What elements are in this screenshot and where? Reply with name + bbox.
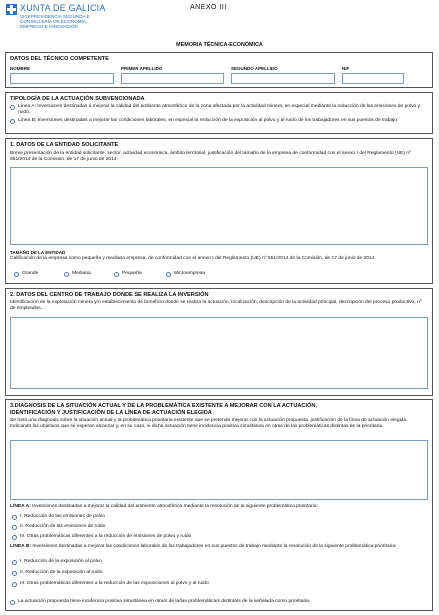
tecnico-section (5, 52, 433, 88)
brand-sub-line-1: VICEPRESIDENCIA SEGUNDA E (20, 14, 90, 19)
entidad-title: 1. DATOS DE LA ENTIDAD SOLICITANTE (10, 142, 119, 148)
centro-section (5, 288, 433, 396)
linea-a-radio[interactable] (10, 105, 15, 110)
nombre-label: NOMBRE (10, 66, 30, 71)
centro-textarea[interactable] (10, 317, 428, 389)
diagnosis-title-1: 3.DIAGNOSIS DE LA SITUACIÓN ACTUAL Y DE LA PROBLEMÁTICA EXISTENTE A MEJORAR CON LA ACTUACIÓN, (10, 403, 317, 409)
xunta-logo-icon (6, 4, 17, 15)
size-micro-radio[interactable] (166, 272, 171, 277)
linea-a-opt-2-label: II. Reducción de las emisiones de ruido (20, 524, 106, 529)
primer-apellido-label: PRIMER APELLIDO (121, 66, 163, 71)
linea-b-opt-1-label: I. Reducción de la exposición al polvo (20, 559, 102, 564)
document-title: MEMORIA TÉCNICA-ECONÓMICA (176, 42, 263, 48)
primer-apellido-field[interactable] (121, 73, 224, 84)
segundo-apellido-label: SEGUNDO APELLIDO (231, 66, 278, 71)
size-grande-label: Grande (22, 271, 39, 276)
diag-linea-b-text: LÍNEA B: Inversiones destinadas a mejorar las condiciones laborales de los trabajadores en sus puestos de trabajo mediante la resolución de la siguiente problemática prioritaria: (10, 544, 397, 549)
nif-field[interactable] (342, 73, 404, 84)
diagnosis-section (5, 399, 433, 611)
linea-a-opt-1-label: I. Reducción de las emisiones de polvo (20, 514, 105, 519)
tipologia-section (5, 92, 433, 134)
size-desc: Calificación de la empresa como pequeña y mediana empresa, de conformidad con el anexo I del Reglamento (UE) nº 651/2014 de la Comisión, de 17 de junio de 2014. (10, 256, 376, 261)
brand-name: XUNTA DE GALICIA (20, 3, 106, 13)
size-pequena-label: Pequeña (122, 271, 142, 276)
linea-b-opt-2-radio[interactable] (12, 571, 17, 576)
size-micro-label: Microempresa (174, 271, 205, 276)
size-pequena-radio[interactable] (114, 272, 119, 277)
linea-b-opt-2-label: II. Reducción de la exposición al ruido (20, 570, 103, 575)
entidad-textarea[interactable] (10, 167, 428, 245)
entidad-section (5, 138, 433, 284)
size-mediana-radio[interactable] (64, 272, 69, 277)
linea-b-opt-3-label: III. Otras problemáticas diferentes a la reducción de las exposiciones al polvo y al ruido (20, 581, 209, 586)
linea-b-opt-3-radio[interactable] (12, 582, 17, 587)
diag-linea-a-text: LÍNEA A: Inversiones destinadas a mejorar la calidad del ambiente atmosférico mediante la resolución de la siguiente problemática prioritaria: (10, 504, 318, 509)
diagnosis-desc: Se hará una diagnosis sobre la situación actual y la problemática prioritaria existente que se pretende mejorar con la actuación propuesta, justificación de la línea de actuación elegida. Indicando los objetivos que se esperan alcanzar y, en su caso, si dicha actuación tiene incidencia positiva simultánea en otras de las problemáticas distintas de la prioritaria. (10, 418, 408, 429)
brand-sub-line-2: CONSELLERÍA DE ECONOMÍA, (20, 19, 88, 24)
linea-a-text: Línea A: Inversiones destinadas a mejorar la calidad del ambiente atmosférico de la zona afectada por la actividad minera, en especial mediante la reducción de las emisiones de polvo y ruido. (18, 104, 421, 115)
linea-b-radio[interactable] (10, 119, 15, 124)
segundo-apellido-field[interactable] (231, 73, 335, 84)
tecnico-title: DATOS DEL TÉCNICO COMPETENTE (10, 56, 109, 62)
diagnosis-title-2: IDENTIFICACIÓN Y JUSTIFICACIÓN DE LA LÍNEA DE ACTUACIÓN ELEGIDA (10, 410, 212, 416)
annex-label: ANEXO III (190, 4, 227, 11)
incidencia-simultanea-text: La actuación propuesta tiene incidencia positiva simultánea en otra/s de la/las problemática/s distinta/s de la señalada como prioritaria. (18, 599, 311, 604)
nombre-field[interactable] (10, 73, 114, 84)
size-mediana-label: Mediana (72, 271, 91, 276)
linea-a-opt-1-radio[interactable] (12, 515, 17, 520)
linea-a-opt-3-label: III. Otras problemáticas diferentes a la reducción de emisiones de polvo y ruido (20, 534, 192, 539)
linea-b-opt-1-radio[interactable] (12, 560, 17, 565)
size-grande-radio[interactable] (14, 272, 19, 277)
brand-sub-line-3: EMPREGO E INNOVACIÓN (20, 24, 78, 29)
centro-desc: Identificación de la explotación minera y/o establecimiento de beneficio donde se realiza la actuación, localización, descripción de la actividad principal, descripción del proceso productivo, nº de empleados... (10, 300, 422, 311)
incidencia-simultanea-radio[interactable] (10, 600, 15, 605)
entidad-desc: Breve presentación de la entidad solicitante: sector, actividad económica, ámbito territorial, justificación del tamaño de la empresa de conformidad con el anexo I del Reglamento (UE) nº 651/2014 de la Comisión, de 17 de junio de 2014. (10, 151, 411, 162)
size-title: TAMAÑO DE LA ENTIDAD (10, 250, 66, 255)
nif-label: NIF (342, 66, 350, 71)
linea-b-text: Línea B: Inversiones destinadas a mejorar las condiciones laborales, en especial la reducción de la exposición al polvo y al ruido de los trabajadores en sus puestos de trabajo. (18, 118, 399, 123)
linea-a-opt-3-radio[interactable] (12, 535, 17, 540)
diagnosis-textarea[interactable] (10, 440, 428, 500)
linea-a-opt-2-radio[interactable] (12, 525, 17, 530)
tipologia-title: TIPOLOGÍA DE LA ACTUACIÓN SUBVENCIONADA (10, 96, 145, 102)
centro-title: 2. DATOS DEL CENTRO DE TRABAJO DONDE SE REALIZA LA INVERSIÓN (10, 292, 209, 298)
